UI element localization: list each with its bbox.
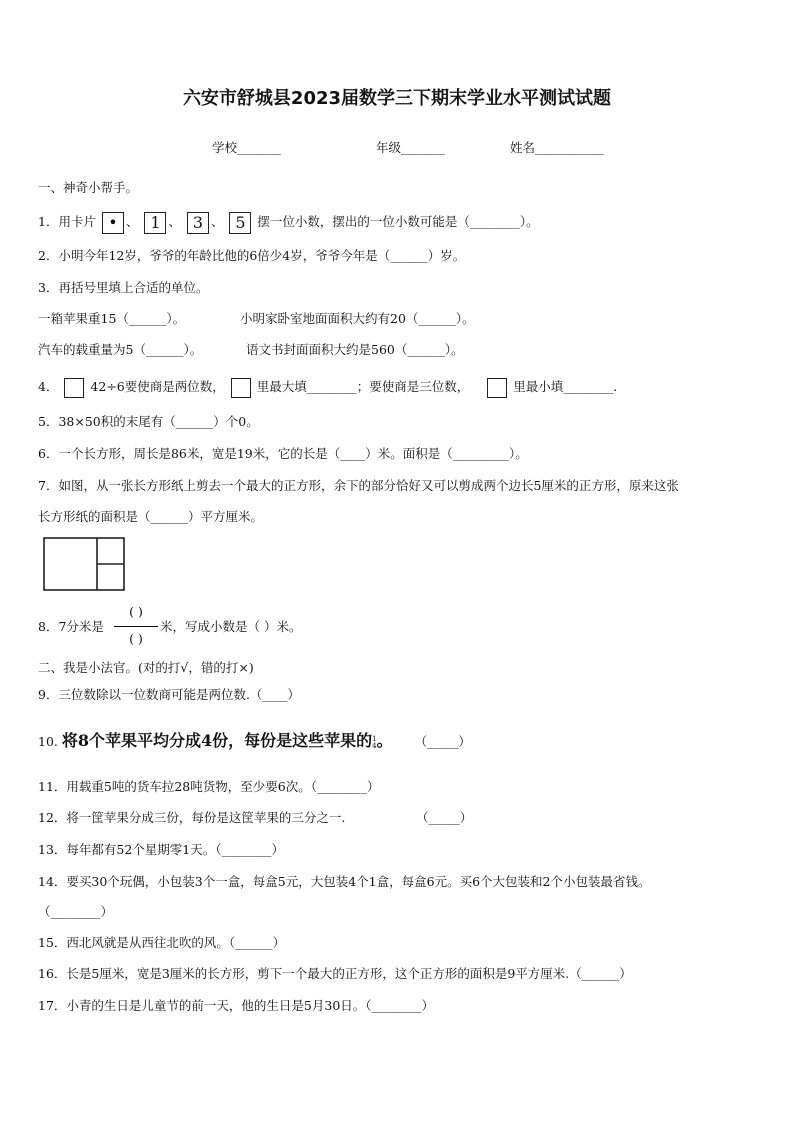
grade-field: 年级_______ bbox=[376, 140, 445, 155]
section1-heading: 一、神奇小帮手。 bbox=[38, 180, 139, 195]
q1-tail: 摆一位小数，摆出的一位小数可能是（________）。 bbox=[257, 214, 539, 229]
question-8-tail: 米，写成小数是（ ）米。 bbox=[160, 619, 302, 634]
q4-part3: 里最小填________. bbox=[513, 379, 618, 394]
question-15: 15．西北风就是从西往北吹的风。（______） bbox=[38, 935, 286, 950]
page-title: 六安市舒城县2023届数学三下期末学业水平测试试题 bbox=[182, 88, 612, 109]
question-6: 6．一个长方形，周长是86米，宽是19米，它的长是（____）米。面积是（_________）。 bbox=[38, 446, 528, 461]
question-12: 12．将一筐苹果分成三份，每份是这筐苹果的三分之一. bbox=[38, 810, 346, 825]
card-sep: 、 bbox=[168, 214, 181, 229]
q10-frac-num: 1 bbox=[372, 734, 377, 743]
question-14-line2: （________） bbox=[38, 904, 114, 919]
question-8-lead: 8．7分米是 bbox=[38, 619, 104, 634]
question-3c: 汽车的载重量为5（______）。 bbox=[38, 342, 203, 357]
school-field: 学校_______ bbox=[212, 140, 281, 155]
blank-box bbox=[231, 378, 251, 398]
card-3: 3 bbox=[187, 212, 209, 234]
blank-box bbox=[64, 378, 84, 398]
question-3: 3．再括号里填上合适的单位。 bbox=[38, 280, 209, 295]
question-11: 11．用载重5吨的货车拉28吨货物，至少要6次。（________） bbox=[38, 779, 380, 794]
q10-frac-den: 4 bbox=[372, 741, 377, 750]
question-1 bbox=[38, 210, 539, 234]
q4-part1: 42÷6要使商是两位数， bbox=[90, 379, 225, 394]
question-17: 17．小青的生日是儿童节的前一天，他的生日是5月30日。（________） bbox=[38, 998, 435, 1013]
card-5: 5 bbox=[229, 212, 251, 234]
q4-num: 4． bbox=[38, 379, 59, 394]
card-1: 1 bbox=[144, 212, 166, 234]
question-7-line1: 7．如图，从一张长方形纸上剪去一个最大的正方形，余下的部分恰好又可以剪成两个边长5厘米的正方形，原来这张 bbox=[38, 478, 679, 493]
fraction-numerator: ( ) bbox=[129, 604, 143, 619]
blank-box bbox=[487, 378, 507, 398]
question-9: 9．三位数除以一位数商可能是两位数.（____） bbox=[38, 687, 300, 702]
question-2: 2．小明今年12岁，爷爷的年龄比他的6倍少4岁，爷爷今年是（______）岁。 bbox=[38, 248, 466, 263]
q10-dot: 。 bbox=[376, 731, 393, 750]
section2-heading: 二、我是小法官。(对的打√，错的打×) bbox=[38, 660, 254, 675]
question-14-line1: 14．要买30个玩偶，小包装3个一盒，每盒5元，大包装4个1盒，每盒6元。买6个大包装和2个小包装最省钱。 bbox=[38, 874, 651, 889]
q4-part2: 里最大填________；要使商是三位数， bbox=[256, 379, 470, 394]
card-sep: 、 bbox=[125, 214, 139, 229]
rectangle-figure bbox=[42, 536, 128, 592]
name-field: 姓名___________ bbox=[510, 140, 604, 155]
question-3a: 一箱苹果重15（______）。 bbox=[38, 311, 186, 326]
card-dot: • bbox=[102, 212, 124, 234]
fraction-bar bbox=[114, 626, 158, 627]
fraction-denominator: ( ) bbox=[129, 631, 143, 646]
question-10 bbox=[38, 732, 471, 751]
card-sep: 、 bbox=[210, 214, 224, 229]
question-12-blank: （_____） bbox=[416, 810, 473, 825]
question-3d: 语文书封面面积大约是560（______）。 bbox=[246, 342, 464, 357]
question-16: 16．长是5厘米，宽是3厘米的长方形，剪下一个最大的正方形，这个正方形的面积是9平方厘米.（______） bbox=[38, 966, 632, 981]
q10-blank: （_____） bbox=[414, 734, 471, 749]
q10-num: 10. bbox=[38, 734, 58, 749]
question-3b: 小明家卧室地面面积大约有20（______）。 bbox=[240, 311, 475, 326]
question-13: 13．每年都有52个星期零1天。（________） bbox=[38, 842, 285, 857]
q10-text: 将8个苹果平均分成4份，每份是这些苹果的 bbox=[61, 731, 373, 750]
question-5: 5．38×50积的末尾有（______）个0。 bbox=[38, 414, 259, 429]
question-7-line2: 长方形纸的面积是（______）平方厘米。 bbox=[38, 509, 264, 524]
q1-lead: 1．用卡片 bbox=[38, 214, 96, 229]
question-4 bbox=[38, 376, 617, 398]
